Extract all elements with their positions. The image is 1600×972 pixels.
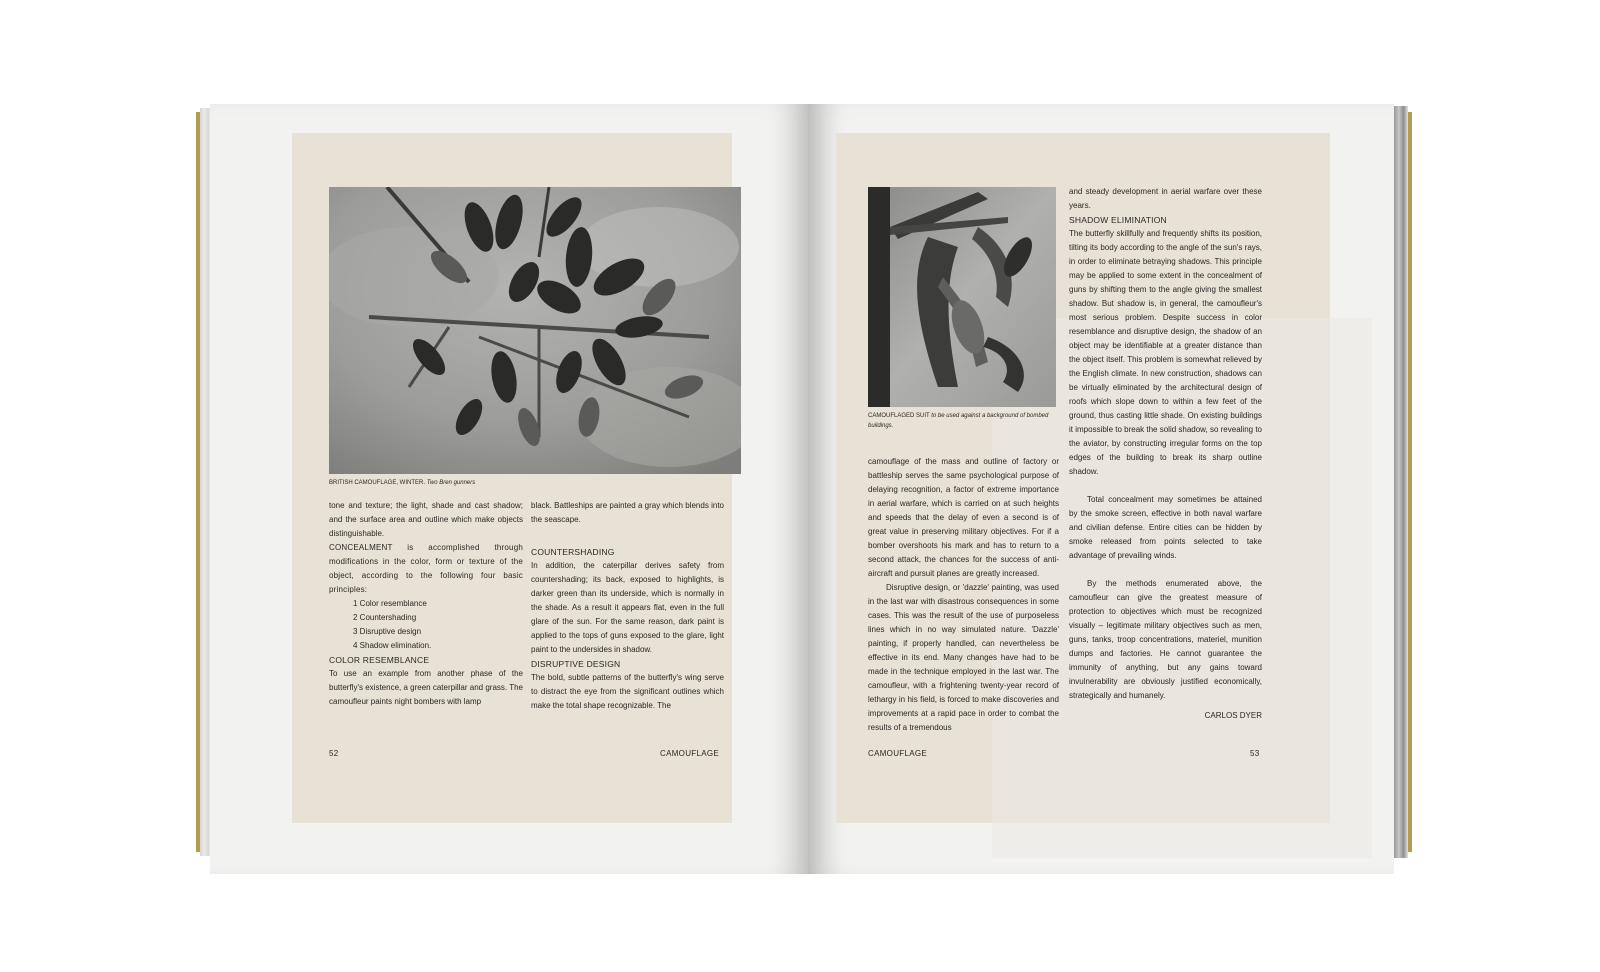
caption-italic: Two Bren gunners	[426, 480, 476, 486]
principle-item: 4 Shadow elimination.	[353, 641, 432, 650]
photo-camouflaged-suit	[868, 187, 1056, 407]
caption-upper: BRITISH CAMOUFLAGE, WINTER.	[329, 480, 426, 486]
shadow-elimination-heading: SHADOW ELIMINATION	[1069, 215, 1167, 225]
left-column-2	[531, 499, 724, 713]
principle-item: 3 Disruptive design	[353, 627, 422, 636]
total-concealment-text: Total concealment may sometimes be attained by the smoke screen, effective in both naval warfare and civilian defense. Entire cities can be hidden by smoke released from points selected to take advantage of prevailing winds.	[1069, 495, 1262, 560]
methods-text: By the methods enumerated above, the camoufleur can give the greatest measure of protection to objectives which must be recognized visually – legitimate military objectives such as men, guns, tanks, troop concentrations, materiel, munition dumps and factories. He cannot guarantee the immunity of anything, but any gains toward invulnerability are obviously justified economically, strategically and humanely.	[1069, 579, 1262, 700]
photo-caption-left	[329, 478, 741, 488]
photo-british-camouflage	[329, 187, 741, 474]
running-head-left: CAMOUFLAGE	[660, 749, 720, 758]
left-column-1	[329, 499, 523, 709]
caption-italic: to be used against a background of bombed buildings.	[868, 413, 1049, 429]
countershading-heading: COUNTERSHADING	[531, 547, 615, 557]
photo-caption-right	[868, 411, 1056, 431]
disruptive-design-text: The bold, subtle patterns of the butterfly's wing serve to distract the eye from the significant outlines which make the total shape recognizable. The	[531, 673, 724, 710]
caption-upper: CAMOUFLAGED SUIT	[868, 413, 930, 419]
countershading-text: In addition, the caterpillar derives safety from countershading; its back, exposed to highlights, is darker green than its underside, which is normally in the shade. As a result it appears flat, even in the full glare of the sun. For the same reason, dark paint is applied to the tops of guns exposed to the glare, light paint to the undersides in shadow.	[531, 561, 724, 654]
running-head-right: CAMOUFLAGE	[868, 749, 928, 758]
leaves-branch-photo	[329, 187, 741, 474]
left-col1-intro: tone and texture; the light, shade and cast shadow; and the surface area and outline which make objects distinguishable.	[329, 501, 523, 538]
page-number-right: 53	[1250, 749, 1260, 758]
concealment-lead: CONCEALMENT	[329, 543, 393, 552]
color-resemblance-text: To use an example from another phase of the butterfly's existence, a green caterpillar and grass. The camoufleur paints night bombers with lamp	[329, 669, 523, 706]
right-col2-intro: and steady development in aerial warfare over these years.	[1069, 187, 1262, 210]
concealment-para	[329, 541, 523, 597]
author-name: CARLOS DYER	[1204, 711, 1262, 720]
shadow-elimination-text: The butterfly skillfully and frequently shifts its position, tilting its body according to the angle of the sun's rays, in order to eliminate betraying shadows. This principle may be applied to some extent in the concealment of guns by shifting them to the angle giving the smallest shadow. But shadow is, in general, the camoufleur's most serious problem. Despite success in color resemblance and disruptive design, the shadow of an object may be identifiable at a greater distance than the object itself. This problem is somewhat relieved by the English climate. In new construction, shadows can be virtually eliminated by the architectural design of roofs which slope down to within a few feet of the ground, thus casting little shade. On existing buildings it impossible to break the solid shadow, so revealing to the aviator, by constructing irregular forms on the top edges of the building to break its sharp outline shadow.	[1069, 229, 1262, 476]
camouflaged-suit-photo	[868, 187, 1056, 407]
right-col1-para2: Disruptive design, or 'dazzle' painting, was used in the last war with disastrous consequences in some cases. This was the result of the use of purposeless lines which in no way simulated nature. 'Dazzle' painting, if properly handled, can nevertheless be effective in its end. Many changes have had to be made in the technique employed in the last war. The camoufleur, with a frightening twenty-year record of lethargy in his field, is forced to make discoveries and improvements at a rapid pace in order to combat the results of a tremendous	[868, 583, 1059, 732]
concealment-text: is accomplished through modifications in the color, form or texture of the object, according to the following four basic principles:	[329, 543, 523, 594]
principle-item: 1 Color resemblance	[353, 599, 427, 608]
disruptive-design-heading: DISRUPTIVE DESIGN	[531, 659, 621, 669]
right-col1-para1: camouflage of the mass and outline of factory or battleship serves the same psychological purpose of delaying recognition, a factor of extreme importance in aerial warfare, which is carried on at such heights and speeds that the delay of even a second is of great value in preserving military objectives. For if a bomber overshoots his mark and has to return to a second attack, the chances for the success of anti-aircraft and pursuit planes are greatly increased.	[868, 457, 1059, 578]
color-resemblance-heading: COLOR RESEMBLANCE	[329, 655, 430, 665]
right-column-2	[1069, 185, 1262, 723]
left-col2-intro: black. Battleships are painted a gray which blends into the seascape.	[531, 501, 724, 524]
principle-item: 2 Countershading	[353, 613, 417, 622]
right-column-1	[868, 455, 1059, 735]
principles-list	[329, 597, 523, 653]
page-number-left: 52	[329, 749, 339, 758]
